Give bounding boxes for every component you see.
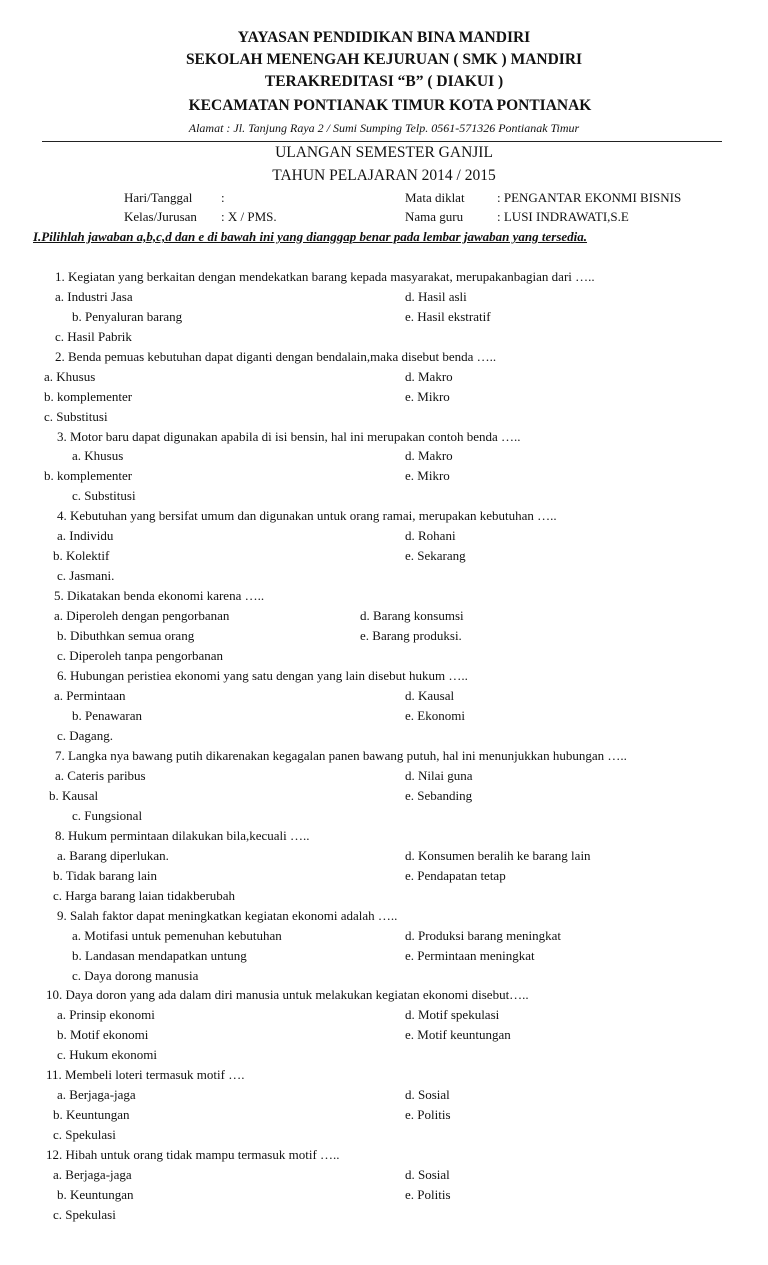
option-1c: c. Hasil Pabrik xyxy=(55,329,132,344)
option-4b: b. Kolektif xyxy=(53,548,110,563)
option-11e: e. Politis xyxy=(405,1107,451,1122)
teacher-label: Nama guru xyxy=(405,209,464,224)
option-6e: e. Ekonomi xyxy=(405,708,465,723)
instruction-text: I.Pilihlah jawaban a,b,c,d dan e di bawah ini yang dianggap benar pada lembar jawaban yang tersedia. xyxy=(33,229,588,244)
option-8c: c. Harga barang laian tidakberubah xyxy=(53,888,236,903)
option-3d: d. Makro xyxy=(405,448,453,463)
option-4e: e. Sekarang xyxy=(405,548,466,563)
header-divider xyxy=(42,141,722,142)
question-5: 5. Dikatakan benda ekonomi karena ….. xyxy=(54,588,265,603)
option-5c: c. Diperoleh tanpa pengorbanan xyxy=(57,648,224,663)
question-12: 12. Hibah untuk orang tidak mampu termasuk motif ….. xyxy=(46,1147,340,1162)
district-heading: KECAMATAN PONTIANAK TIMUR KOTA PONTIANAK xyxy=(188,97,592,114)
subject-value: : PENGANTAR EKONMI BISNIS xyxy=(497,190,682,205)
option-12c: c. Spekulasi xyxy=(53,1207,116,1222)
question-8: 8. Hukum permintaan dilakukan bila,kecuali ….. xyxy=(55,828,310,843)
option-3c: c. Substitusi xyxy=(72,488,136,503)
option-2e: e. Mikro xyxy=(405,389,450,404)
option-11d: d. Sosial xyxy=(405,1087,450,1102)
option-2b: b. komplementer xyxy=(44,389,133,404)
option-1a: a. Industri Jasa xyxy=(55,289,133,304)
option-2c: c. Substitusi xyxy=(44,409,108,424)
option-12e: e. Politis xyxy=(405,1187,451,1202)
question-11: 11. Membeli loteri termasuk motif …. xyxy=(46,1067,245,1082)
option-2a: a. Khusus xyxy=(44,369,96,384)
teacher-value: : LUSI INDRAWATI,S.E xyxy=(497,209,629,224)
option-3a: a. Khusus xyxy=(72,448,124,463)
option-3e: e. Mikro xyxy=(405,468,450,483)
day-date-value: : xyxy=(221,190,225,205)
class-value: : X / PMS. xyxy=(221,209,277,224)
option-6a: a. Permintaan xyxy=(54,688,126,703)
question-4: 4. Kebutuhan yang bersifat umum dan digunakan untuk orang ramai, merupakan kebutuhan ….. xyxy=(57,508,557,523)
option-9e: e. Permintaan meningkat xyxy=(405,948,535,963)
school-address: Alamat : Jl. Tanjung Raya 2 / Sumi Sumping Telp. 0561-571326 Pontianak Timur xyxy=(188,121,580,135)
option-11b: b. Keuntungan xyxy=(53,1107,130,1122)
question-6: 6. Hubungan peristiea ekonomi yang satu dengan yang lain disebut hukum ….. xyxy=(57,668,468,683)
option-12a: a. Berjaga-jaga xyxy=(53,1167,132,1182)
option-8a: a. Barang diperlukan. xyxy=(57,848,169,863)
option-1b: b. Penyaluran barang xyxy=(72,309,183,324)
day-date-label: Hari/Tanggal xyxy=(124,190,193,205)
option-5d: d. Barang konsumsi xyxy=(360,608,464,623)
option-3b: b. komplementer xyxy=(44,468,133,483)
subject-label: Mata diklat xyxy=(405,190,465,205)
option-9a: a. Motifasi untuk pemenuhan kebutuhan xyxy=(72,928,282,943)
question-2: 2. Benda pemuas kebutuhan dapat diganti dengan bendalain,maka disebut benda ….. xyxy=(55,349,497,364)
option-8b: b. Tidak barang lain xyxy=(53,868,157,883)
option-6c: c. Dagang. xyxy=(57,728,113,743)
option-10a: a. Prinsip ekonomi xyxy=(57,1007,155,1022)
option-2d: d. Makro xyxy=(405,369,453,384)
option-7e: e. Sebanding xyxy=(405,788,473,803)
option-7c: c. Fungsional xyxy=(72,808,143,823)
option-6d: d. Kausal xyxy=(405,688,455,703)
option-4c: c. Jasmani. xyxy=(57,568,115,583)
option-6b: b. Penawaran xyxy=(72,708,143,723)
option-9b: b. Landasan mendapatkan untung xyxy=(72,948,247,963)
accreditation-heading: TERAKREDITASI “B” ( DIAKUI ) xyxy=(264,73,504,90)
school-name-heading: SEKOLAH MENENGAH KEJURUAN ( SMK ) MANDIRI xyxy=(185,51,583,68)
academic-year: TAHUN PELAJARAN 2014 / 2015 xyxy=(272,167,496,184)
option-10e: e. Motif keuntungan xyxy=(405,1027,511,1042)
option-5b: b. Dibuthkan semua orang xyxy=(57,628,195,643)
option-11c: c. Spekulasi xyxy=(53,1127,116,1142)
option-1d: d. Hasil asli xyxy=(405,289,467,304)
option-1e: e. Hasil ekstratif xyxy=(405,309,491,324)
option-4a: a. Individu xyxy=(57,528,114,543)
question-9: 9. Salah faktor dapat meningkatkan kegiatan ekonomi adalah ….. xyxy=(57,908,398,923)
option-8d: d. Konsumen beralih ke barang lain xyxy=(405,848,591,863)
option-10c: c. Hukum ekonomi xyxy=(57,1047,158,1062)
option-10d: d. Motif spekulasi xyxy=(405,1007,500,1022)
exam-title: ULANGAN SEMESTER GANJIL xyxy=(275,144,493,161)
option-7d: d. Nilai guna xyxy=(405,768,473,783)
school-foundation-heading: YAYASAN PENDIDIKAN BINA MANDIRI xyxy=(237,29,531,46)
question-7: 7. Langka nya bawang putih dikarenakan kegagalan panen bawang putuh, hal ini menunjukkan hubungan ….. xyxy=(55,748,627,763)
option-7b: b. Kausal xyxy=(49,788,99,803)
option-5e: e. Barang produksi. xyxy=(360,628,462,643)
option-9c: c. Daya dorong manusia xyxy=(72,968,199,983)
option-11a: a. Berjaga-jaga xyxy=(57,1087,136,1102)
option-7a: a. Cateris paribus xyxy=(55,768,146,783)
option-12d: d. Sosial xyxy=(405,1167,450,1182)
class-label: Kelas/Jurusan xyxy=(124,209,197,224)
option-4d: d. Rohani xyxy=(405,528,456,543)
option-12b: b. Keuntungan xyxy=(57,1187,134,1202)
question-3: 3. Motor baru dapat digunakan apabila di isi bensin, hal ini merupakan contoh benda ….. xyxy=(57,429,521,444)
question-10: 10. Daya doron yang ada dalam diri manusia untuk melakukan kegiatan ekonomi disebut….. xyxy=(46,987,529,1002)
option-10b: b. Motif ekonomi xyxy=(57,1027,149,1042)
question-1: 1. Kegiatan yang berkaitan dengan mendekatkan barang kepada masyarakat, merupakanbagian dari ….. xyxy=(55,269,595,284)
option-5a: a. Diperoleh dengan pengorbanan xyxy=(54,608,230,623)
option-8e: e. Pendapatan tetap xyxy=(405,868,506,883)
option-9d: d. Produksi barang meningkat xyxy=(405,928,561,943)
